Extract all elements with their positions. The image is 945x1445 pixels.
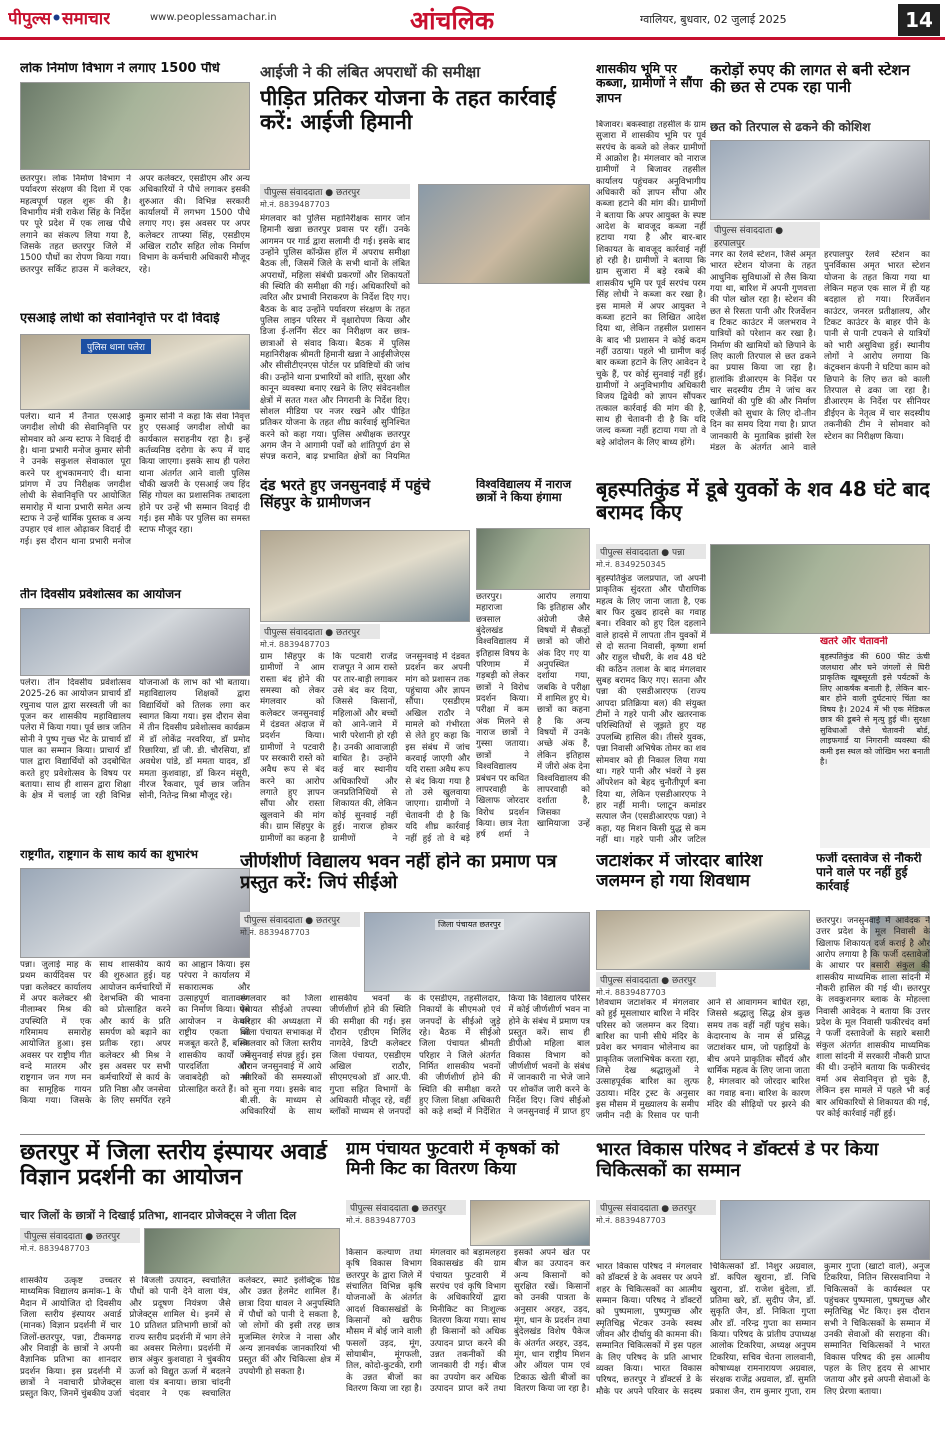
university-photo <box>476 528 590 590</box>
divider-line <box>20 1134 925 1135</box>
doctors-body: भारत विकास परिषद ने मंगलवार को डॉक्टर्स डे के अवसर पर अपने शहर के चिकित्सकों का आत्मीय सम्मान किया। परिषद ने डॉक्टरों को पुष्पमाला, पुष्पगुच्छ और स्मृतिचिह्न भेंटकर उनके स्वस्थ जीवन और दीर्घायु की कामना की। सम्मानित चिकित्सकों में इस पहल के लिए परिषद के प्रति आभार व्यक्त किया। भारत विकास परिषद, छतरपुर ने डॉक्टर्स डे के मौके पर अपने परिवार के सदस्य चिकित्सकों डॉ. निशुर अग्रवाल, डॉ. कपिल खुराना, डॉ. निधि खुराना, डॉ. राजेश बुंदेला, डॉ. प्रतिमा खरे, डॉ. सुदीप जैन, डॉ. सुकृति जैन, डॉ. निकिता गुप्ता और डॉ. नरिन्द्र गुप्ता का सम्मान किया। परिषद के प्रांतीय उपाध्यक्ष आलोक टिकरिया, अध्यक्ष अनुपम टिकरिया, सचिव चेतना लालवानी, कोषाध्यक्ष रामनारायण अग्रवाल, संरक्षक राजेंद्र अग्रवाल, डॉ. सुमति प्रकाश जैन, राम कुमार गुप्ता, राम कुमार गुप्ता (खाटो वाले), अनुज टिकरिया, नितिन सिरसवानिया ने चिकित्सकों के कार्यस्थल पर पहुंचकर पुष्पमाला, पुष्पगुच्छ और स्मृतिचिह्न भेंट किए। इस दौरान सभी ने चिकित्सकों के सम्मान में उनकी सेवाओं की सराहना की। सम्मानित चिकित्सकों ने भारत विकास परिषद की इस आत्मीय पहल के लिए हृदय से आभार जताया और इसे अपनी सेवाओं के लिए प्रेरणा बताया। <box>596 1262 930 1397</box>
ig-byline: पीपुल्स संवाददाता ● छतरपुर <box>260 184 410 199</box>
station-byline-box <box>710 222 820 248</box>
newspaper-logo: पीपुल्स•समाचार <box>8 9 111 29</box>
land-headline: शासकीय भूमि पर कब्जा, ग्रामीणों ने सौंपा ज्ञापन <box>596 62 703 105</box>
dateline: ग्वालियर, बुधवार, 02 जुलाई 2025 <box>640 13 787 26</box>
plant-body: छतरपुर। लोक निर्माण विभाग ने पर्यावरण संरक्षण की दिशा में एक महत्वपूर्ण पहल शुरू की है। विभागीय मंत्री राकेश सिंह के निर्देश पर पूरे प्रदेश में एक लाख पौधे लगाने का संकल्प लिया गया है, जिसके तहत छतरपुर जिले में 1500 पौधों का रोपण किया गया। छतरपुर सर्किट हाउस में कलेक्टर, अपर कलेक्टर, एसडीएम और अन्य अधिकारियों ने पौधे लगाकर इसकी शुरुआत की। विभिन्न सरकारी कार्यालयों में लगभग 1500 पौधे लगाए गए। इस अवसर पर अपर कलेक्टर ताप्स्या सिंह, एसडीएम अखिल राठौर सहित लोक निर्माण विभाग के कर्मचारी अधिकारी मौजूद रहे। <box>20 174 250 275</box>
hearing-byline-box <box>260 624 380 648</box>
brihaspati-byline-box <box>596 544 706 570</box>
masthead <box>0 0 945 40</box>
ig-body-continued <box>418 288 590 472</box>
anthem-headline: राष्ट्रगीत, राष्ट्रगान के साथ कार्य का शुभारंभ <box>20 848 198 861</box>
school-byline: पीपुल्स संवाददाता ● छतरपुर <box>240 912 360 927</box>
university-body: छतरपुर। महाराजा छत्रसाल बुंदेलखंड विश्वविद्यालय में इतिहास विषय के परिणाम में गड़बड़ी को लेकर छात्रों ने विरोध प्रदर्शन किया। परीक्षा में कम अंक मिलने से नाराज छात्रों ने गुस्सा जताया। छात्रों ने विश्वविद्यालय प्रबंधन पर कथित लापरवाही के खिलाफ जोरदार विरोध प्रदर्शन किया। छात्र नेता हर्ष शर्मा ने आरोप लगाया कि इतिहास और अंग्रेजी जैसे विषयों में सैकड़ों छात्रों को जीरो अंक दिए गए या अनुपस्थित दर्शाया गया, जबकि वे परीक्षा में शामिल हुए थे। छात्रों का कहना है कि अन्य विषयों में उनके अच्छे अंक हैं, लेकिन इतिहास में जीरो अंक देना विश्वविद्यालय की लापरवाही को दर्शाता है, जिसका खामियाजा उन्हें <box>476 592 590 841</box>
hearing-headline: दंड भरते हुए जनसुनवाई में पहुंचे सिंहपुर के ग्रामीणजन <box>260 478 431 511</box>
asi-body: पलेरा। थाने में तैनात एसआई जगदीश लोधी की सेवानिवृत्ति पर सोमवार को अन्य स्टाफ ने विदाई दी है। थाना प्रभारी मनोज कुमार सोनी ने उनके सकुशल सेवाकाल पूरा करने पर शुभकामनाएं दी। थाना प्रांगण में उप निरीक्षक जगदीश लोधी के सेवानिवृत्ति पर आयोजित समारोह में थाना प्रभारी समेत अन्य स्टाफ ने उन्हें धार्मिक पुस्तक व अन्य उपहार एवं शाल ओढ़ाकर विदाई दी गई। इस दौरान थाना प्रभारी मनोज कुमार सोनी ने कहा कि सेवा निवृत्त हुए एसआई जगदीश लोधी का कार्यकाल सराहनीय रहा है। इन्हें कर्तव्यनिष्ठ दरोगा के रूप में याद किया जाएगा। इसके साथ ही पलेरा थाना अंतर्गत आने वाली पुलिस चौकी खजरी के एसआई जय हिंद सिंह गोयल का प्रशासनिक तबादला होने पर उन्हें भी सम्मान विदाई दी गई। इस मौके पर पुलिस का समस्त स्टाफ मौजूद रहा। <box>20 412 250 547</box>
warning-body: बृहस्पतिकुंड की 600 फीट ऊंची जलधारा और घने जंगलों से घिरी प्राकृतिक खूबसूरती इसे पर्यटकों के लिए आकर्षक बनाती है, लेकिन बार-बार होने वाली दुर्घटनाएं चिंता का विषय है। 2024 में भी एक मेडिकल छात्र की डूबने से मृत्यु हुई थी। सुरक्षा सुविधाओं जैसे चेतावनी बोर्ड, लाइफगार्ड या निगरानी व्यवस्था की कमी इस स्थल को जोखिम भरा बनाती है। <box>820 652 930 848</box>
ig-byline-box <box>260 184 410 210</box>
inspire-kicker: चार जिलों के छात्रों ने दिखाई प्रतिभा, शानदार प्रोजेक्ट्स ने जीता दिल <box>20 1209 297 1222</box>
shivdham-byline: पीपुल्स संवाददाता ● छतरपुर <box>596 972 716 987</box>
shivdham-mobile: मो.नं. 8839487703 <box>596 988 666 996</box>
school-byline-box <box>240 912 360 936</box>
ig-photo <box>418 184 590 284</box>
university-headline: विश्वविद्यालय में नाराज छात्रों ने किया हंगामा <box>476 478 572 505</box>
fake-body: छतरपुर। जनसुनवाई में आवेदक ने उत्तर प्रदेश के मूल निवासी के खिलाफ शिकायत दर्ज कराई है और आरोप लगाया है कि फर्जी दस्तावेजों के आधार पर बसारी संकुल की शासकीय माध्यमिक शाला सांदनी में नौकरी हासिल की गई थी। छतरपुर के लवकुशनगर ब्लाक के मोहल्ला निवासी आवेदक ने बताया कि उत्तर प्रदेश के मूल निवासी फकीरचंद वर्मा ने फर्जी दस्तावेजों के सहारे बसारी संकुल अंतर्गत शासकीय माध्यमिक शाला सांदनी में सरकारी नौकरी प्राप्त की थी। उन्होंने बताया कि फकीरचंद वर्मा अब सेवानिवृत्त हो चुके हैं, लेकिन इस मामले में पहले भी कई बार अधिकारियों से शिकायत की गई, पर कोई कार्रवाई नहीं हुई। <box>816 916 930 1119</box>
doctors-byline-box <box>596 1200 716 1224</box>
inspire-headline: छतरपुर में जिला स्तरीय इंस्पायर अवार्ड विज्ञान प्रदर्शनी का आयोजन <box>20 1140 327 1191</box>
fake-headline: फर्जी दस्तावेज से नौकरी पाने वाले पर नहीं हुई कार्रवाई <box>816 852 922 893</box>
station-headline: करोड़ों रुपए की लागत से बनी स्टेशन की छत से टपक रहा पानी <box>710 62 910 97</box>
school-mobile: मो.नं. 8839487703 <box>240 928 310 936</box>
school-photo-sign: जिला पंचायत छतरपुर <box>435 919 504 930</box>
plant-photo <box>20 82 250 170</box>
section-title: आंचलिक <box>410 6 495 35</box>
station-body: नगर का रेलवे स्टेशन, जिसे अमृत भारत स्टेशन योजना के तहत आधुनिक सुविधाओं से लैस किया गया था, बारिश में अपनी गुणवत्ता की पोल खोल रहा है। स्टेशन की छत से रिसता पानी और रिजर्वेशन व टिकट काउंटर में जलभराव ने यात्रियों को परेशान कर रखा है। निर्माण की खामियों को छिपाने के लिए काली तिरपाल से छत ढकने का प्रयास किया जा रहा है। हालांकि डीआरएम के निर्देश पर चार सदस्यीय टीम ने जांच कर खामियों की पुष्टि की और निर्माण एजेंसी को सुधार के लिए दो-तीन दिन का समय दिया गया है। प्राप्त जानकारी के मुताबिक झांसी रेल मंडल के अंतर्गत आने वाले हरपालपुर रेलवे स्टेशन का पुनर्विकास अमृत भारत स्टेशन योजना के तहत किया गया था लेकिन महज एक साल में ही यह बदहाल हो गया। रिजर्वेशन काउंटर, जनरल प्रतीक्षालय, और टिकट काउंटर के बाहर पीने के पानी से पानी टपकने से यात्रियों को भारी असुविधा हुई। स्थानीय लोगों ने आरोप लगाया कि कंट्रक्शन कंपनी ने घटिया काम को छिपाने के लिए छत को काली तिरपाल से ढका जा रहा है। डीआरएम के निर्देश पर सीनियर डीईएन के नेतृत्व में चार सदस्यीय तकनीकी टीम ने सोमवार को स्टेशन का निरीक्षण किया। <box>710 250 930 453</box>
ig-body: मंगलवार को पुलिस महानिरीक्षक सागर जोन हिमानी खन्ना छतरपुर प्रवास पर रहीं। उनके आगमन पर गार्ड द्वारा सलामी दी गई। इसके बाद उन्होंने पुलिस कॉन्फ्रेंस हॉल में अपराध समीक्षा बैठक ली, जिसमें जिले के सभी थानों के लंबित अपराधों, महिला संबंधी प्रकरणों और शिकायतों की स्थिति की समीक्षा की गई। अधिकारियों को त्वरित और प्रभावी निराकरण के निर्देश दिए गए। बैठक के बाद उन्होंने पर्यावरण संरक्षण के तहत पुलिस लाइन परिसर में वृक्षारोपण किया और डिजा ई-लर्निंग सेंटर का निरीक्षण कर छात्र-छात्राओं से संवाद किया। बैठक में पुलिस महानिरीक्षक श्रीमती हिमानी खन्ना ने आईसीजेएस और सीसीटीएनएस पोर्टल पर प्रविष्टियों की जांच की। उन्होंने थाना प्रभारियों को शांति, सुरक्षा और कानून व्यवस्था बनाए रखने के लिए संवेदनशील क्षेत्रों में सतत गश्त और निगरानी के निर्देश दिए। सोशल मीडिया पर नजर रखने और पीड़ित प्रतिकर योजना के तहत शीघ्र कार्रवाई सुनिश्चित करने को कहा गया। पुलिस अधीक्षक छतरपुर अगम जैन ने आगामी पर्वों को शांतिपूर्ण ढंग से संपन्न कराने, बाढ़ प्रभावित क्षेत्रों का नियमित <box>260 214 410 463</box>
ig-mobile: मो.नं. 8839487703 <box>260 200 330 209</box>
brihaspati-mobile: मो.नं. 8349250345 <box>596 560 666 569</box>
school-photo <box>364 912 590 992</box>
doctors-byline: पीपुल्स संवाददाता ● छतरपुर <box>596 1200 716 1215</box>
kits-body: किसान कल्याण तथा कृषि विकास विभाग छतरपुर के द्वारा जिले में संचालित विभिन्न कृषि योजनाओं के अंतर्गत आदर्श विकासखंडों के किसानों को खरीफ मौसम में बोई जाने वाली फसलों उड़द, मूंग, सोयाबीन, मूंगफली, तिल, कोदो-कुटकी, रागी के उन्नत बीजों का वितरण किया जा रहा है। मंगलवार को बड़ामलहरा विकासखंड की ग्राम पंचायत फुटवारी में सरपंच एवं कृषि विभाग के अधिकारियों द्वारा मिनीकिट का निःशुल्क वितरण किया गया। साथ ही किसानों को अधिक उत्पादन प्राप्त करने की उन्नत तकनीकों की जानकारी दी गई। बीज का उपयोग कर अधिक उत्पादन प्राप्त करें तथा इसको अपने खेत पर बीज का उत्पादन कर अन्य किसानों को सुरक्षित रखें। किसानों को उनकी पात्रता के अनुसार अरहर, उड़द, मूंग, धान के प्रदर्शन तथा बुंदेलखंड विशेष पैकेज के अंतर्गत अरहर, उड़द, मूंग, धान राष्ट्रीय मिशन और ऑयल पाम एवं टिकाऊ खेती बीजों का वितरण किया जा रहा है। <box>346 1248 590 1395</box>
hearing-mobile: मो.नं. 8839487703 <box>260 640 330 648</box>
shivdham-photo <box>596 910 810 970</box>
brihaspati-photo <box>710 544 930 634</box>
hearing-body: ग्राम सिंहपुर के ग्रामीणों ने आम रास्ता बंद होने की समस्या को लेकर मंगलवार को कलेक्टर जनसुनवाई में दंडवत अंदाज में प्रदर्शन किया। ग्रामीणों ने पटवारी पर सरकारी रास्ते को अवैध रूप से बंद करने का आरोप लगाते हुए ज्ञापन सौंपा और रास्ता खुलवाने की मांग की। ग्राम सिंहपुर के ग्रामीणों का कहना है कि पटवारी राजेंद्र राजपूत ने आम रास्ते पर तार-बाड़ी लगाकर उसे बंद कर दिया, जिससे किसानों, महिलाओं और बच्चों को आने-जाने में भारी परेशानी हो रही है। उनकी आवाजाही बाधित है। उन्होंने कई बार स्थानीय अधिकारियों और जनप्रतिनिधियों से शिकायत की, लेकिन कोई सुनवाई नहीं हुई। नाराज होकर ग्रामीणों ने जनसुनवाई में दंडवत प्रदर्शन कर अपनी मांग को प्रशासन तक पहुंचाया और ज्ञापन सौंपा। एसडीएम अखिल राठौर ने मामले को गंभीरता से लेते हुए कहा कि इस संबंध में जांच करवाई जाएगी और यदि रास्ता अवैध रूप से बंद किया गया है तो उसे खुलवाया जाएगा। ग्रामीणों ने चेतावनी दी है कि यदि शीघ्र कार्रवाई नहीं हुई तो वे बड़े <box>260 652 470 844</box>
anthem-photo <box>20 868 250 958</box>
brihaspati-headline: बृहस्पतिकुंड में डूबे युवकों के शव 48 घंटे बाद बरामद किए <box>596 478 930 524</box>
inspire-byline: पीपुल्स संवाददाता ● छतरपुर <box>20 1228 140 1243</box>
school-body: मंगलवार को जिला पंचायत सीईओ तपस्या परिहार की अध्यक्षता में जिला पंचायत सभाकक्ष में मंगलवार को जिला स्तरीय जनसुनवाई संपन्न हुई। इस दौरान जनसुनवाई में आये नागरिकों की समस्याओं को सुना गया। इसके बाद बी.सी. के माध्यम से अधिकारियों के साथ शासकीय भवनों के जीर्णशीर्ण होने की स्थिति की समीक्षा की गई। इस दौरान एडीएम मिलिंद नागदेवे, डिप्टी कलेक्टर जिला पंचायत, एसडीएम अखिल राठौर, सीएमएचओ डॉ आर.पी. गुप्ता सहित विभागों के अधिकारी मौजूद रहे, वहीं ब्लॉकों माध्यम से जनपदों के एसडीएम, तहसीलदार, निकायों के सीएमओ एवं जनपदों के सीईओ जुड़े रहे। बैठक में सीईओ जिला पंचायत श्रीमती परिहार ने जिले अंतर्गत निर्मित शासकीय भवनों की जीर्णशीर्ण होने की स्थिति की समीक्षा करते हुए जिला शिक्षा अधिकारी को कड़े शब्दों में निर्देशित किया कि विद्यालय परिसर में कोई जीर्णशीर्ण भवन ना होने के संबंध में प्रमाण पत्र प्रस्तुत करें। साथ ही डीपीओ महिला बाल विकास विभाग को जीर्णशीर्ण भवनों के संबंध में जानकारी ना भेजे जाने पर शोकॉज जारी करने के निर्देश दिए। जिपं सीईओ ने जनसुनवाई में प्राप्त हुए <box>240 994 590 1118</box>
kits-byline-box <box>346 1200 466 1224</box>
shivdham-byline-box <box>596 972 716 996</box>
brihaspati-body: बृहस्पतिकुंड जलप्रपात, जो अपनी प्राकृतिक सुंदरता और पौराणिक महत्व के लिए जाना जाता है, एक बार फिर दुखद हादसे का गवाह बना। रविवार को हुए दिल दहलाने वाले हादसे में लापता तीन युवकों में से दो सतना निवासी, कृष्णा शर्मा और राहुल चौधरी, के शव 48 घंटे की कठिन तलाश के बाद मंगलवार सुबह बरामद किए गए। सतना और पन्ना की एसडीआरएफ (राज्य आपदा प्रतिक्रिया बल) की संयुक्त टीमों ने गहरे पानी और खतरनाक परिस्थितियों से जूझते हुए यह उपलब्धि हासिल की। तीसरे युवक, पन्ना निवासी अभिषेक तोमर का शव सोमवार को ही निकाल लिया गया था। गहरे पानी और भंवरों ने इस ऑपरेशन को बेहद चुनौतीपूर्ण बना दिया था, लेकिन एसडीआरएफ ने हार नहीं मानी। प्लाटून कमांडर सत्पाल जैन (एसडीआरएफ पन्ना) ने कहा, यह मिशन किसी युद्ध से कम नहीं था। गहरे पानी और जटिल <box>596 574 706 845</box>
land-body: बिजावर। बकस्वाहा तहसील के ग्राम सुजारा में शासकीय भूमि पर पूर्व सरपंच के कब्जे को लेकर ग्रामीणों में आक्रोश है। मंगलवार को नाराज ग्रामीणों ने बिजावर तहसील कार्यालय पहुंचकर अनुविभागीय अधिकारी को ज्ञापन सौंपा और कब्जा हटाने की मांग की। ग्रामीणों ने बताया कि अपर आयुक्त के स्पष्ट आदेश के बावजूद कब्जा नहीं हटाया गया है और बार-बार शिकायत के बावजूद कार्रवाई नहीं हो रही है। ग्रामीणों ने बताया कि ग्राम सुजारा में बड़े रकबे की शासकीय भूमि पर पूर्व सरपंच परम सिंह लोधी ने कब्जा कर रखा है। इस मामले में अपर आयुक्त ने कब्जा हटाने का लिखित आदेश दिया था, लेकिन तहसील प्रशासन के बाद भी प्रशासन ने कोई कदम नहीं उठाया। पहले भी ग्रामीण कई बार कब्जा हटाने के लिए आवेदन दे चुके हैं, पर कोई सुनवाई नहीं हुई। ग्रामीणों ने अनुविभागीय अधिकारी विजय द्विवेदी को ज्ञापन सौंपकर तत्काल कार्रवाई की मांग की है, साथ ही चेतावनी दी है कि यदि जल्द कब्जा नहीं हटाया गया तो वे बड़े आंदोलन के लिए बाध्य होंगे। <box>596 120 706 448</box>
asi-headline: एसआई लोधी को सेवानिवृत्ति पर दी विदाई <box>20 312 220 326</box>
page-number: 14 <box>898 4 940 36</box>
kits-photo <box>470 1200 590 1246</box>
school-headline: जीर्णशीर्ण विद्यालय भवन नहीं होने का प्रमाण पत्र प्रस्तुत करें: जिपं सीईओ <box>240 852 557 893</box>
station-kicker: छत को तिरपाल से ढकने की कोशिश <box>710 120 871 134</box>
station-byline: पीपुल्स संवाददाता ● हरपालपुर <box>710 222 820 248</box>
hearing-photo <box>260 530 470 622</box>
kits-byline: पीपुल्स संवाददाता ● छतरपुर <box>346 1200 466 1215</box>
police-sign: पुलिस थाना पलेरा <box>81 339 151 354</box>
doctors-headline: भारत विकास परिषद ने डॉक्टर्स डे पर किया चिकित्सकों का सम्मान <box>596 1140 879 1181</box>
inspire-body: शासकीय उत्कृष्ट उच्चतर माध्यमिक विद्यालय क्रमांक-1 के मैदान में आयोजित दो दिवसीय जिला स्तरीय इंस्पायर अवार्ड (मानक) विज्ञान प्रदर्शनी में चार जिलों-छतरपुर, पन्ना, टीकमगढ़ और निवाड़ी के छात्रों ने अपनी वैज्ञानिक प्रतिभा का शानदार प्रदर्शन किया। इस प्रदर्शनी में छात्रों ने नवाचारी प्रोजेक्ट्स प्रस्तुत किए, जिनमें चुंबकीय उर्जा से बिजली उत्पादन, स्वचालित पौधों को पानी देने वाला यंत्र, और प्रदूषण नियंत्रण जैसे प्रोजेक्ट्स शामिल थे। इनमें से 10 प्रतिशत प्रतिभागी छात्रों को राज्य स्तरीय प्रदर्शनी में भाग लेने का अवसर मिलेगा। प्रदर्शनी में छात्र अंकुर कुशवाहा ने चुंबकीय ऊर्जा को विद्युत ऊर्जा में बदलने वाला यंत्र बनाया। छात्रा चांदनी चंदवार ने एक स्वचालित कलेक्टर, स्मार्ट इलेक्ट्रिक ग्रिड और उन्नत हेलमेट शामिल हैं। छात्रा दिया धावल ने अनुपस्थिति में पौधों को पानी दे सकता है, जो लोगों की इसी तरह छात्र मुजम्मिल रंगरेज ने नासा और अन्य ज्ञानवर्धक जानकारियां भी प्रस्तुत कीं और चिकित्सा क्षेत्र में उपयोगी हो सकता है। <box>20 1276 340 1400</box>
station-photo <box>710 140 930 220</box>
doctors-photo <box>720 1200 930 1260</box>
entry-headline: तीन दिवसीय प्रवेशोत्सव का आयोजन <box>20 588 181 601</box>
ig-headline: पीड़ित प्रतिकर योजना के तहत कार्रवाई करें: आईजी हिमानी <box>260 86 556 135</box>
brihaspati-body-continued <box>710 636 816 848</box>
asi-photo <box>20 334 250 410</box>
kits-headline: ग्राम पंचायत फुटवारी में कृषकों को मिनी किट का वितरण किया <box>346 1140 560 1179</box>
shivdham-body: शिवधाम जटाशंकर में मंगलवार को हुई मूसलाधार बारिश ने मंदिर परिसर को जलमग्न कर दिया। बारिश का पानी सीधे मंदिर के प्रवेश कर भगवान भोलेनाथ का प्राकृतिक जलाभिषेक करता रहा, जिसे देख श्रद्धालुओं ने उत्साहपूर्वक बारिश का लुत्फ उठाया। मंदिर ट्रस्ट के अनुसार इस मौसम में मुख्यालय के समीप जमीन नदी के रिसाव पर पानी आने से आवागमन बाधित रहा, जिससे श्रद्धालु सिद्ध क्षेत्र कुछ समय तक वहीं नहीं पहुंच सके। केदारनाथ के नाम से प्रसिद्ध जटाशंकर धाम, जो पहाड़ियों के बीच अपने प्राकृतिक सौंदर्य और धार्मिक महत्व के लिए जाना जाता है, मंगलवार को जोरदार बारिश का गवाह बना। बारिश के कारण मंदिर की सीढ़ियों पर झरने की <box>596 998 810 1122</box>
kits-mobile: मो.नं. 8839487703 <box>346 1216 416 1224</box>
shivdham-headline: जटाशंकर में जोरदार बारिश जलमग्न हो गया शिवधाम <box>596 852 763 891</box>
hearing-byline: पीपुल्स संवाददाता ● छतरपुर <box>260 624 380 639</box>
entry-body: पलेरा। तीन दिवसीय प्रवेशोत्सव 2025-26 का आयोजन प्राचार्य डॉ रघुनाथ पाल द्वारा सरस्वती जी का पूजन कर शासकीय महाविद्यालय पलेरा में किया गया। पूर्व छात्र जतिन सोनी ने पुष्प गुच्छ भेंट के प्राचार्य डॉ पाल का सम्मान किया। प्राचार्य डॉ पाल द्वारा विद्यार्थियों को उदबोधित करते हुए प्रवेशोत्सव के विषय पर बताया। साथ ही शासन द्वारा शिक्षा के क्षेत्र में चलाई जा रही विभिन्न योजनाओं के लाभ को भी बताया। महाविद्यालय शिक्षकों द्वारा विद्यार्थियों को तिलक लगा कर स्वागत किया गया। इस दौरान सेवा में तीन दिवसीय प्रवेशोत्सव कार्यक्रम में डॉ लोकेंद्र नरवरिया, डॉ प्रमोद रिछारिया, डॉ जी. डी. चौरसिया, डॉ अवधेश पांडे, डॉ ममता यादव, डॉ ममता कुशवाहा, डॉ किरन मंसूरी, नीरज रैकवार, पूर्व छात्र जतिन सोनी, नितेन्द्र मिश्रा मौजूद रहे। <box>20 678 250 802</box>
inspire-mobile: मो.नं. 8839487703 <box>20 1244 90 1252</box>
inspire-byline-box <box>20 1228 140 1252</box>
plant-headline: लोक निर्माण विभाग ने लगाए 1500 पौधे <box>20 62 220 76</box>
website-url: www.peoplessamachar.in <box>150 12 277 23</box>
ig-kicker: आईजी ने की लंबित अपराधों की समीक्षा <box>260 63 481 81</box>
warning-headline: खतरे और चेतावनी <box>820 636 888 647</box>
brihaspati-byline: पीपुल्स संवाददाता ● पन्ना <box>596 544 706 559</box>
anthem-body: पन्ना। जुलाई माह के प्रथम कार्यदिवस पर पन्ना कलेक्टर कार्यालय में अपर कलेक्टर श्री नीलाम्बर मिश्र की उपस्थिति में एक गरिमामय समारोह आयोजित हुआ। इस अवसर पर राष्ट्रीय गीत वन्दे मातरम और राष्ट्रगान जन गण मन का सामूहिक गायन किया गया। जिसके साथ शासकीय कार्य की शुरुआत हुई। यह आयोजन कर्मचारियों में देशभक्ति की भावना को प्रोत्साहित करने और कार्य के प्रति समर्पण को बढ़ाने का प्रतीक रहा। अपर कलेक्टर श्री मिश्र ने इस अवसर पर सभी कर्मचारियों से कार्य के प्रति निष्ठा और जनसेवा के लिए समर्पित रहने का आह्वान किया। इस परंपरा ने कार्यालय में सकारात्मक और उत्साहपूर्ण वातावरण का निर्माण किया। ऐसे आयोजन न केवल राष्ट्रीय एकता को मजबूत करते हैं, बल्कि शासकीय कार्यों में पारदर्शिता और जवाबदेही को भी प्रोत्साहित करते हैं। <box>20 960 250 1107</box>
doctors-mobile: मो.नं. 8839487703 <box>596 1216 666 1224</box>
inspire-photo <box>144 1228 340 1274</box>
entry-photo <box>20 608 250 676</box>
